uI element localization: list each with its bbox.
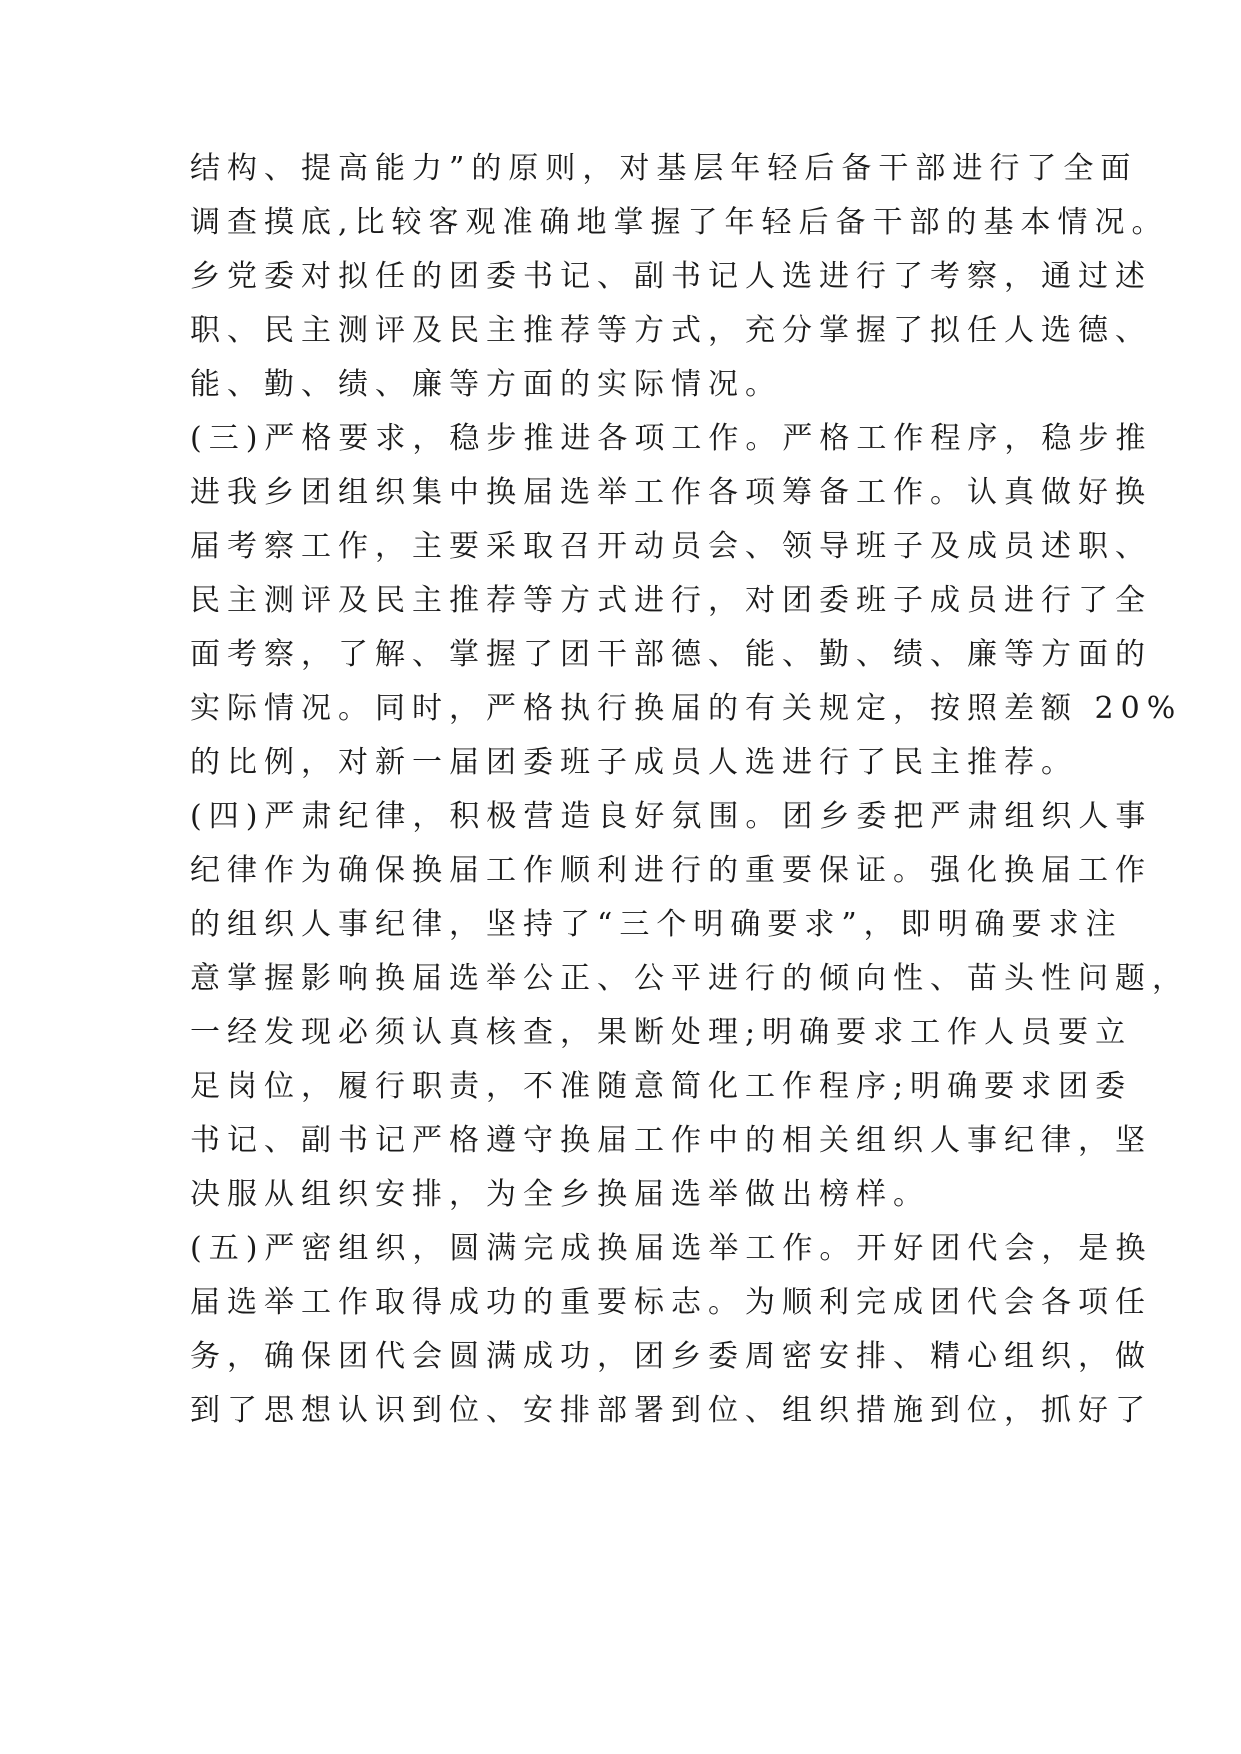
- text-line: 的比例，对新一届团委班子成员人选进行了民主推荐。: [190, 745, 1078, 780]
- text-line: 书记、副书记严格遵守换届工作中的相关组织人事纪律，坚: [190, 1123, 1152, 1158]
- text-line: 纪律作为确保换届工作顺利进行的重要保证。强化换届工作: [190, 853, 1152, 888]
- text-line: 进我乡团组织集中换届选举工作各项筹备工作。认真做好换: [190, 475, 1152, 510]
- text-line: 实际情况。同时，严格执行换届的有关规定，按照差额 20%: [190, 691, 1183, 726]
- text-line: 的组织人事纪律，坚持了“三个明确要求”，即明确要求注: [190, 907, 1123, 942]
- text-line: 足岗位，履行职责，不准随意简化工作程序;明确要求团委: [190, 1069, 1133, 1104]
- text-line: 职、民主测评及民主推荐等方式，充分掌握了拟任人选德、: [190, 313, 1152, 348]
- text-line: 届选举工作取得成功的重要标志。为顺利完成团代会各项任: [190, 1285, 1152, 1320]
- text-line: 到了思想认识到位、安排部署到位、组织措施到位，抓好了: [190, 1393, 1152, 1428]
- section-heading-line: (三)严格要求，稳步推进各项工作。严格工作程序，稳步推: [190, 421, 1153, 456]
- text-line: 务，确保团代会圆满成功，团乡委周密安排、精心组织，做: [190, 1339, 1152, 1374]
- text-line: 面考察，了解、掌握了团干部德、能、勤、绩、廉等方面的: [190, 637, 1152, 672]
- text-line: 民主测评及民主推荐等方式进行，对团委班子成员进行了全: [190, 583, 1152, 618]
- text-line: 结构、提高能力”的原则，对基层年轻后备干部进行了全面: [190, 151, 1138, 186]
- text-line: 决服从组织安排，为全乡换届选举做出榜样。: [190, 1177, 930, 1212]
- body-text: [190, 142, 1189, 1438]
- section-heading-line: (五)严密组织，圆满完成换届选举工作。开好团代会，是换: [190, 1231, 1153, 1266]
- text-line: 乡党委对拟任的团委书记、副书记人选进行了考察，通过述: [190, 259, 1152, 294]
- text-line: 一经发现必须认真核查，果断处理;明确要求工作人员要立: [190, 1015, 1133, 1050]
- text-line: 能、勤、绩、廉等方面的实际情况。: [190, 367, 782, 402]
- text-line: 届考察工作，主要采取召开动员会、领导班子及成员述职、: [190, 529, 1152, 564]
- section-heading-line: (四)严肃纪律，积极营造良好氛围。团乡委把严肃组织人事: [190, 799, 1153, 834]
- text-line: 意掌握影响换届选举公正、公平进行的倾向性、苗头性问题，: [190, 961, 1189, 996]
- text-line: 调查摸底,比较客观准确地掌握了年轻后备干部的基本情况。: [190, 205, 1169, 240]
